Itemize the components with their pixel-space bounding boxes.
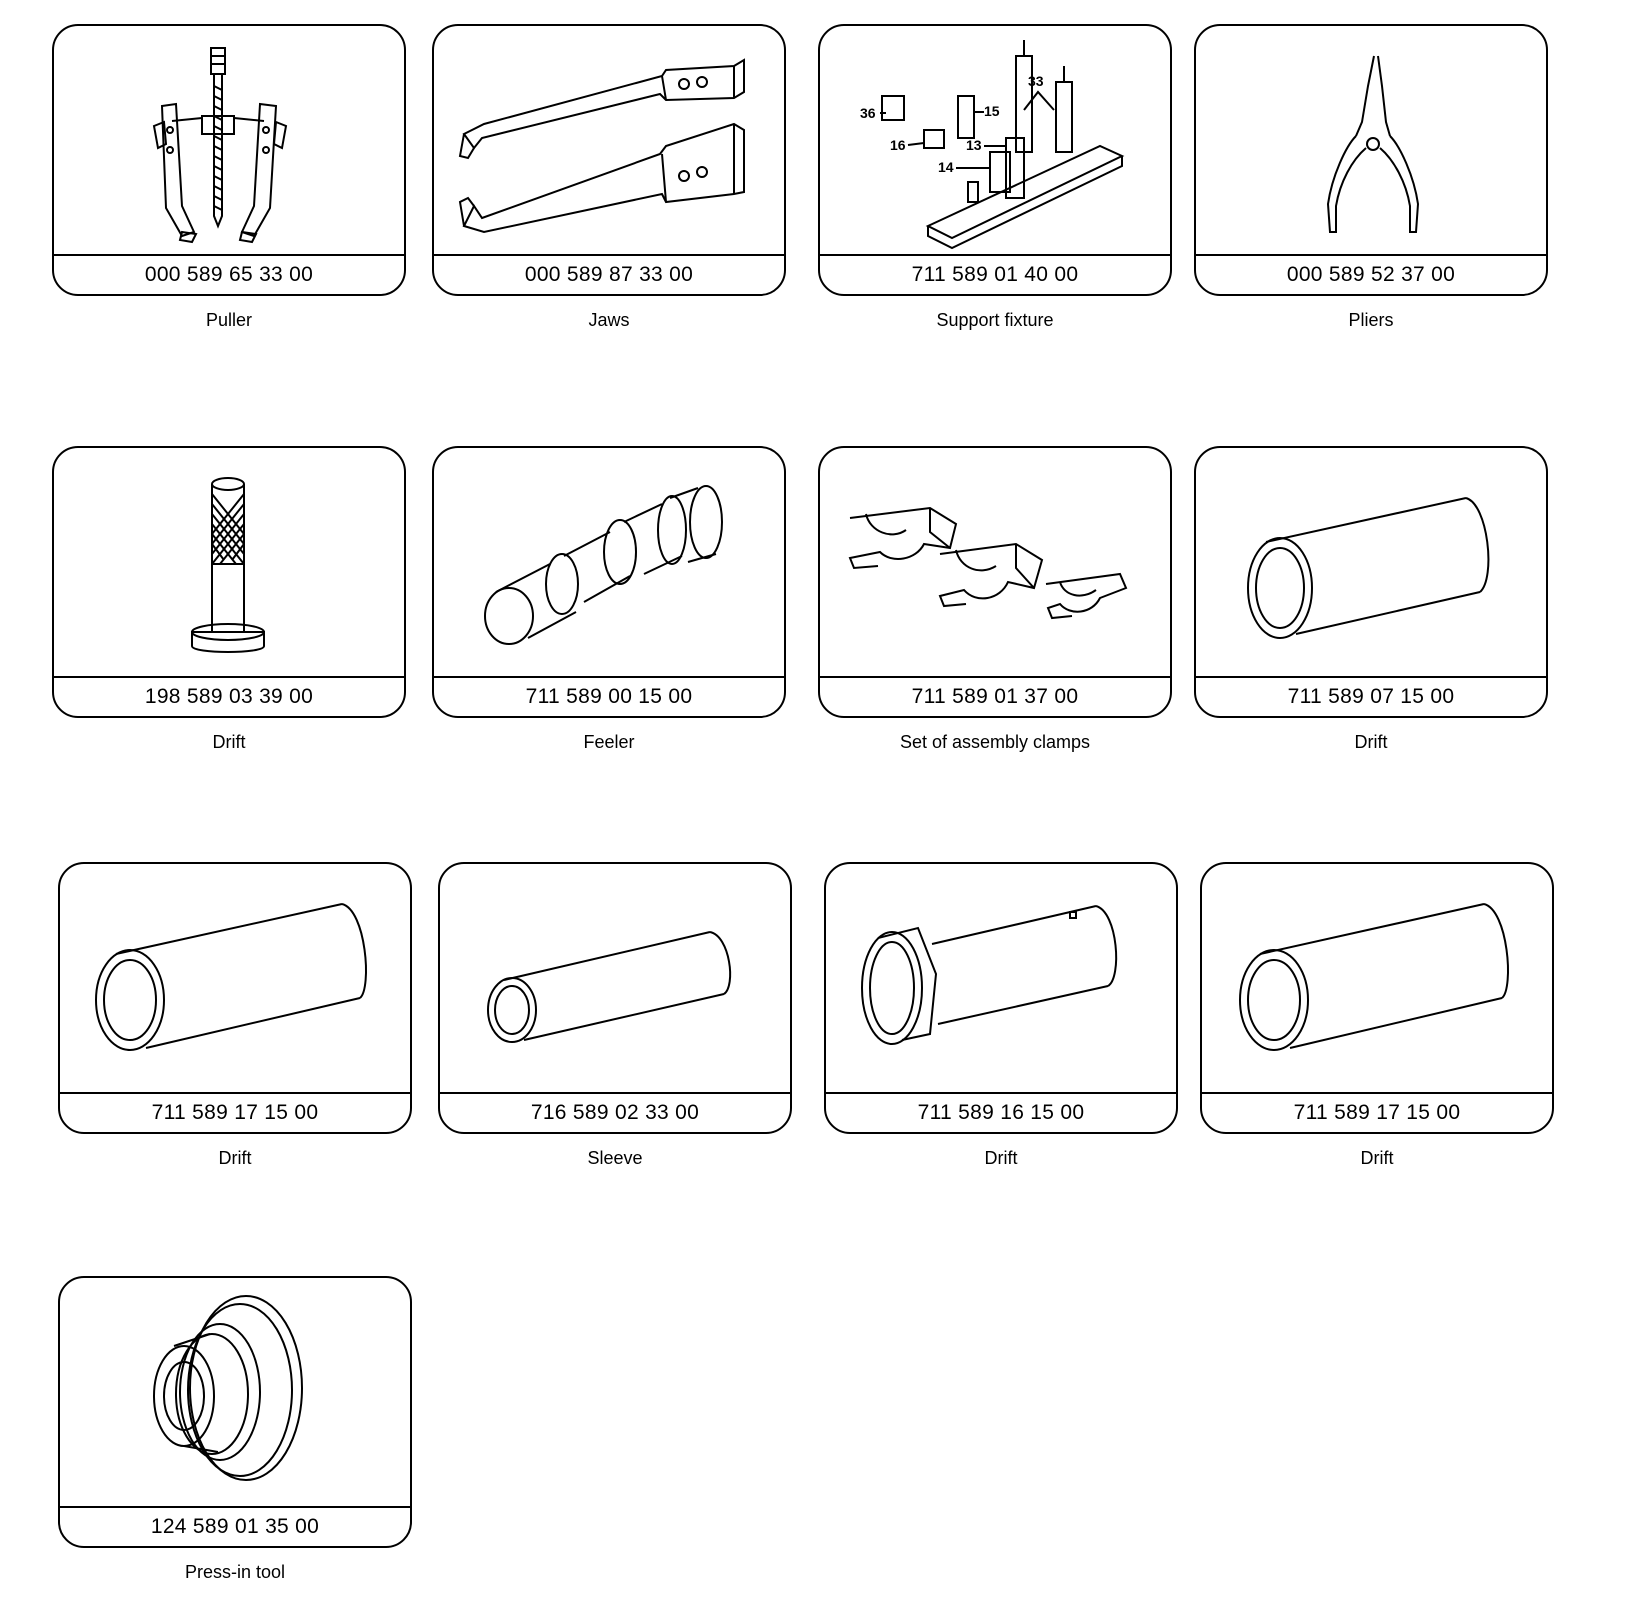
tool-frame bbox=[1194, 24, 1548, 296]
press-in-tool-icon bbox=[60, 1278, 410, 1508]
tool-name: Pliers bbox=[1348, 310, 1394, 330]
part-number: 000 589 65 33 00 bbox=[144, 263, 314, 286]
tool-frame bbox=[1200, 862, 1554, 1134]
tool-frame bbox=[52, 446, 406, 718]
part-number: 711 589 17 15 00 bbox=[151, 1101, 319, 1124]
svg-text:13: 13 bbox=[966, 137, 982, 153]
feeler-icon bbox=[434, 448, 784, 678]
tool-frame bbox=[818, 24, 1172, 296]
tool-frame bbox=[1194, 446, 1548, 718]
part-number: 711 589 00 15 00 bbox=[525, 685, 693, 708]
tool-name: Drift bbox=[984, 1148, 1018, 1168]
puller-icon bbox=[54, 26, 404, 256]
svg-text:14: 14 bbox=[938, 159, 954, 175]
support-fixture-icon bbox=[820, 26, 1170, 256]
tool-name: Drift bbox=[1360, 1148, 1394, 1168]
part-number: 000 589 52 37 00 bbox=[1286, 263, 1456, 286]
tool-name: Feeler bbox=[583, 732, 635, 752]
tool-frame bbox=[58, 862, 412, 1134]
tool-card-jaws bbox=[432, 24, 786, 330]
tool-name: Jaws bbox=[588, 310, 630, 330]
svg-text:36: 36 bbox=[860, 105, 876, 121]
tool-card-pliers bbox=[1194, 24, 1548, 330]
tool-frame bbox=[58, 1276, 412, 1548]
part-number: 000 589 87 33 00 bbox=[524, 263, 694, 286]
svg-text:16: 16 bbox=[890, 137, 906, 153]
pliers-icon bbox=[1196, 26, 1546, 256]
assembly-clamps-icon bbox=[820, 448, 1170, 678]
tool-card-feeler bbox=[432, 446, 786, 752]
drift-cylinder-icon bbox=[1202, 864, 1552, 1094]
tool-name: Drift bbox=[1354, 732, 1388, 752]
tool-frame bbox=[432, 446, 786, 718]
svg-text:33: 33 bbox=[1028, 73, 1044, 89]
tool-card-drift bbox=[824, 862, 1178, 1168]
drift-cylinder-icon bbox=[60, 864, 410, 1094]
part-number: 711 589 01 37 00 bbox=[911, 685, 1079, 708]
tool-card-sleeve bbox=[438, 862, 792, 1168]
tool-name: Sleeve bbox=[587, 1148, 643, 1168]
tool-card-drift bbox=[1194, 446, 1548, 752]
part-number: 711 589 16 15 00 bbox=[917, 1101, 1085, 1124]
tool-name: Press-in tool bbox=[184, 1562, 286, 1582]
tool-frame bbox=[818, 446, 1172, 718]
tool-card-support-fixture bbox=[818, 24, 1172, 330]
tool-name: Drift bbox=[212, 732, 246, 752]
jaws-icon bbox=[434, 26, 784, 256]
tool-card-drift bbox=[58, 862, 412, 1168]
part-number: 711 589 17 15 00 bbox=[1293, 1101, 1461, 1124]
part-number: 711 589 07 15 00 bbox=[1287, 685, 1455, 708]
tool-card-press-in-tool bbox=[58, 1276, 412, 1582]
tool-name: Support fixture bbox=[936, 310, 1054, 330]
tool-frame bbox=[52, 24, 406, 296]
part-number: 711 589 01 40 00 bbox=[911, 263, 1079, 286]
drift-cylinder-icon bbox=[1196, 448, 1546, 678]
flanged-drift-icon bbox=[826, 864, 1176, 1094]
tool-card-drift bbox=[52, 446, 406, 752]
tool-name: Drift bbox=[218, 1148, 252, 1168]
part-number: 124 589 01 35 00 bbox=[150, 1515, 320, 1538]
part-number: 198 589 03 39 00 bbox=[144, 685, 314, 708]
tool-frame bbox=[432, 24, 786, 296]
tool-name: Set of assembly clamps bbox=[899, 732, 1091, 752]
tool-card-drift bbox=[1200, 862, 1554, 1168]
svg-text:15: 15 bbox=[984, 103, 1000, 119]
tool-card-assembly-clamps bbox=[818, 446, 1172, 752]
drift-icon bbox=[54, 448, 404, 678]
part-number: 716 589 02 33 00 bbox=[530, 1101, 700, 1124]
tool-card-puller bbox=[52, 24, 406, 330]
tool-frame bbox=[438, 862, 792, 1134]
sleeve-icon bbox=[440, 864, 790, 1094]
tool-name: Puller bbox=[205, 310, 253, 330]
tool-frame bbox=[824, 862, 1178, 1134]
